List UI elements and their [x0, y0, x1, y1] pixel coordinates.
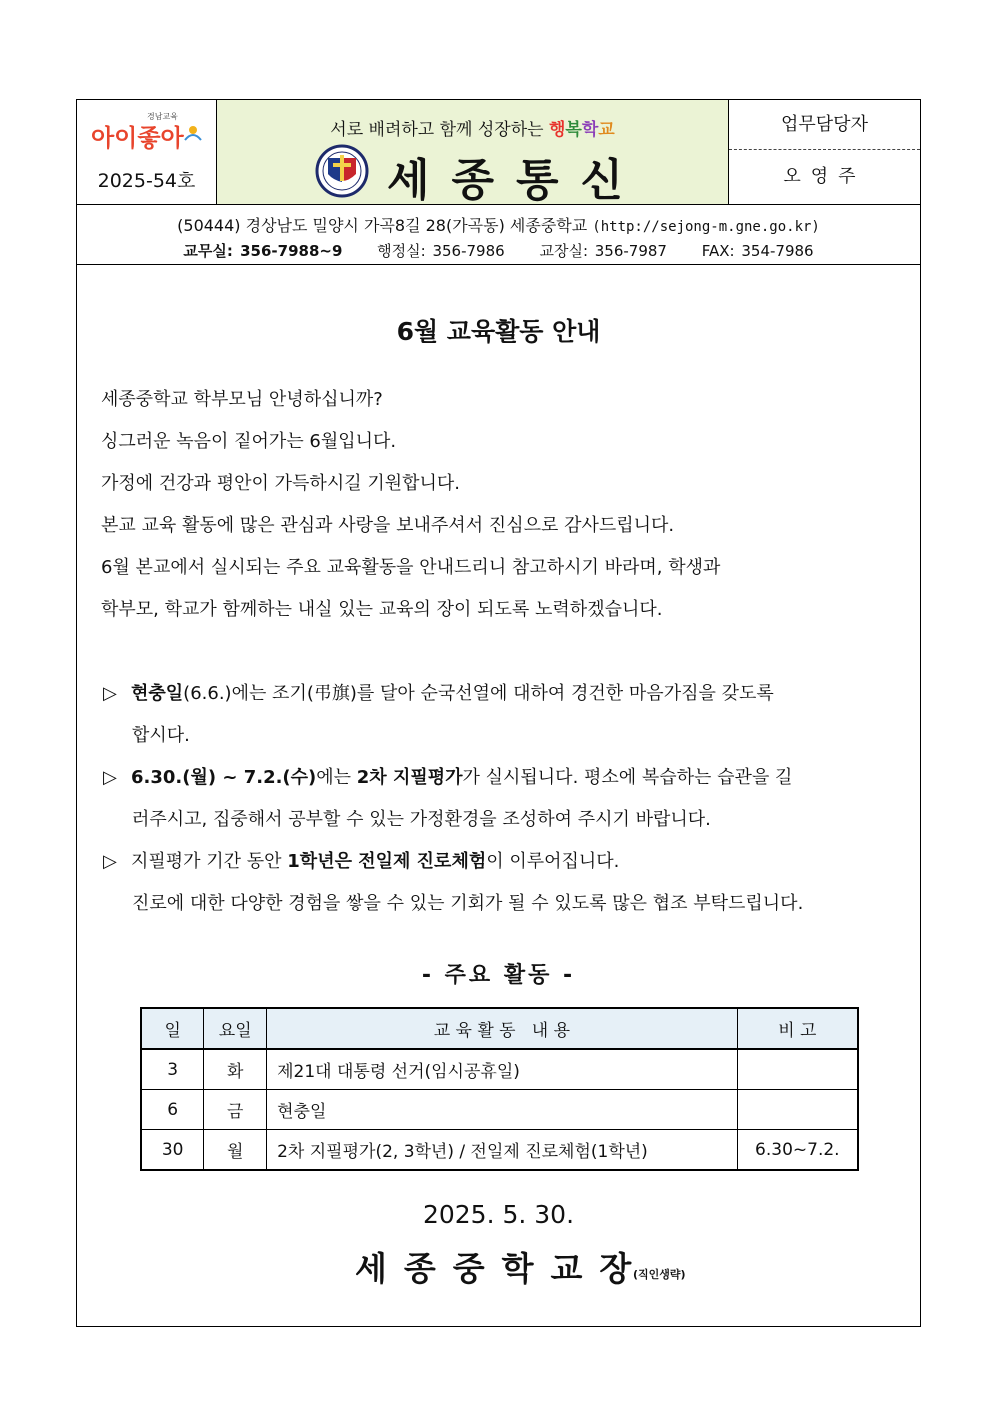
bullet-marker-icon: ▷	[103, 851, 117, 872]
manager-label: 업무담당자	[729, 100, 920, 150]
intro-line: 가정에 건강과 평안이 가득하시길 기원합니다.	[101, 473, 460, 494]
header-title-cell	[217, 100, 729, 204]
bullet-career	[103, 847, 619, 873]
address-block	[77, 205, 920, 265]
bullet-text: 지필평가 기간 동안	[131, 851, 288, 872]
section-title: - 주요 활동 -	[421, 963, 576, 988]
cell-content: 2차 지필평가(2, 3학년) / 전일제 진로체험(1학년)	[267, 1130, 738, 1171]
bullet-continuation: 러주시고, 집중해서 공부할 수 있는 가정환경을 조성하여 주시기 바랍니다.	[132, 809, 711, 830]
address-line	[77, 213, 920, 236]
col-header-weekday: 요일	[204, 1008, 267, 1049]
newsletter-frame	[76, 99, 921, 1327]
table-row	[141, 1130, 858, 1171]
happy-char: 교	[598, 120, 615, 140]
fax-number: FAX: 354-7986	[701, 242, 814, 260]
seal-omitted-note: (직인생략)	[633, 1268, 686, 1281]
table-row	[141, 1049, 858, 1090]
bullet-text: (6.6.)에는 조기(弔旗)를 달아 순국선열에 대하여 경건한 마음가짐을 갖도록	[183, 683, 774, 704]
phone-line	[77, 240, 920, 261]
intro-line: 6월 본교에서 실시되는 주요 교육활동을 안내드리니 참고하시기 바라며, 학생과	[101, 557, 721, 578]
aijoa-logo	[89, 110, 204, 158]
header-left	[77, 100, 217, 204]
cell-day: 30	[141, 1130, 204, 1171]
bullet-memorial-day	[103, 679, 774, 705]
bullet-continuation: 합시다.	[132, 725, 190, 746]
issue-date: 2025. 5. 30.	[422, 1200, 575, 1229]
kyomusil-phone: 교무실: 356-7988~9	[183, 242, 343, 260]
col-header-content: 교 육 활 동 내 용	[267, 1008, 738, 1049]
bullet-text: 이 이루어집니다.	[486, 851, 620, 872]
bullet-text: 에는	[316, 767, 357, 788]
school-emblem	[315, 144, 369, 198]
cell-weekday: 월	[204, 1130, 267, 1171]
intro-line: 세종중학교 학부모님 안녕하십니까?	[101, 389, 383, 410]
document-title: 6월 교육활동 안내	[396, 317, 601, 346]
intro-line: 싱그러운 녹음이 짙어가는 6월입니다.	[101, 431, 397, 452]
cell-day: 6	[141, 1090, 204, 1130]
col-header-note: 비 고	[737, 1008, 858, 1049]
bullet-marker-icon: ▷	[103, 683, 117, 704]
happy-char: 학	[581, 120, 599, 140]
principal-phone: 교장실: 356-7987	[539, 242, 667, 260]
cell-weekday: 화	[204, 1049, 267, 1090]
col-header-day: 일	[141, 1008, 204, 1049]
principal-signature: 세종중학교장	[355, 1249, 649, 1288]
bullet-exam	[103, 763, 792, 789]
happy-char: 복	[565, 120, 582, 140]
happy-char: 행	[548, 120, 566, 140]
slogan	[217, 115, 728, 140]
bullet-bold: 1학년은 전일제 진로체험	[287, 851, 487, 872]
activity-table	[140, 1007, 859, 1171]
slogan-happy-school	[549, 120, 615, 140]
cell-note	[737, 1049, 858, 1090]
cell-content: 제21대 대통령 선거(임시공휴일)	[267, 1049, 738, 1090]
bullet-continuation: 진로에 대한 다양한 경험을 쌓을 수 있는 기회가 될 수 있도록 많은 협조 부탁드립니다.	[132, 893, 804, 914]
issue-number: 2025-54호	[97, 170, 196, 192]
postal-address: (50444) 경상남도 밀양시 가곡8길 28(가곡동) 세종중학교	[177, 216, 593, 235]
table-header-row	[141, 1008, 858, 1049]
table-row	[141, 1090, 858, 1130]
intro-line: 본교 교육 활동에 많은 관심과 사랑을 보내주셔서 진심으로 감사드립니다.	[101, 515, 675, 536]
cell-weekday: 금	[204, 1090, 267, 1130]
publication-title: 세종통신	[387, 155, 646, 206]
admin-phone: 행정실: 356-7986	[377, 242, 505, 260]
logo-text: 아이좋아	[91, 124, 184, 152]
slogan-text: 서로 배려하고 함께 성장하는	[330, 120, 549, 140]
logo-region-text: 경남교육	[147, 112, 178, 121]
cell-content: 현충일	[267, 1090, 738, 1130]
cell-day: 3	[141, 1049, 204, 1090]
intro-line: 학부모, 학교가 함께하는 내실 있는 교육의 장이 되도록 노력하겠습니다.	[101, 599, 663, 620]
cell-note: 6.30~7.2.	[737, 1130, 858, 1171]
manager-name: 오영주	[783, 166, 866, 187]
header-right	[729, 100, 920, 204]
bullet-text: 가 실시됩니다. 평소에 복습하는 습관을 길	[462, 767, 793, 788]
school-url[interactable]: (http://sejong-m.gne.go.kr)	[592, 219, 820, 235]
bullet-bold: 2차 지필평가	[356, 767, 463, 788]
bullet-bold: 현충일	[131, 683, 184, 704]
header	[77, 100, 920, 205]
bullet-bold: 6.30.(월) ~ 7.2.(수)	[131, 767, 317, 788]
bullet-marker-icon: ▷	[103, 767, 117, 788]
cell-note	[737, 1090, 858, 1130]
